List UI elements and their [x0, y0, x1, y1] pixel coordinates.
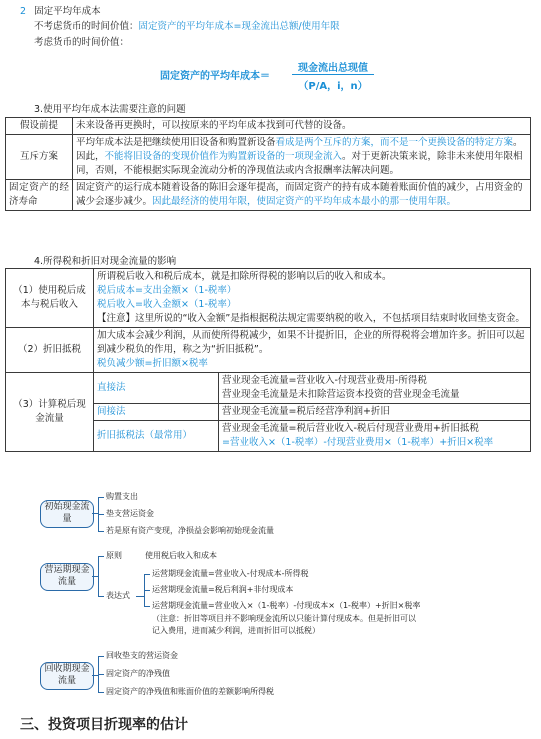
subsection-title — [20, 3, 101, 17]
connector — [144, 574, 150, 575]
no-time-value-label: 不考虑货币的时间价值： — [34, 21, 139, 32]
connector — [98, 656, 104, 657]
connector — [98, 556, 104, 557]
row-content — [94, 269, 531, 328]
expression-note: 记入费用，进而减少利润，进而折旧可以抵税） — [152, 626, 320, 635]
connector — [98, 596, 104, 597]
subsection-title-text: 固定平均年成本 — [34, 6, 101, 17]
connector — [98, 514, 104, 515]
content-highlight: 看成是两个互斥的方案，而不是一个更换设备的特定方案 — [275, 137, 514, 148]
connector — [98, 531, 104, 532]
mindmap-leaf: 固定资产的净残值 — [106, 669, 170, 678]
mindmap-leaf: 购置支出 — [106, 492, 138, 501]
subsection-number: 2 — [20, 6, 27, 17]
content-part: 固定资产的运行成本随着设备的陈旧会逐年提高，而固定资产的持有成本随着账面价值的减少，占用资金的减少会逐步减少。 — [76, 182, 523, 207]
connector — [144, 590, 150, 591]
row-label: 假设前提 — [6, 118, 73, 135]
mindmap-leaf: 回收垫支的营运资金 — [106, 651, 178, 660]
content-line: 税负减少额=折旧额×税率 — [97, 358, 208, 369]
formula-fraction-bar — [292, 74, 374, 75]
content-highlight: 因此最经济的使用年限，使固定资产的平均年成本最小的那一使用年限。 — [152, 196, 457, 207]
method-desc — [219, 373, 531, 404]
section3-title: 3.使用平均年成本法需要注意的问题 — [34, 104, 186, 115]
row-label: 固定资产的经济寿命 — [6, 180, 73, 211]
row-label: （2）折旧抵税 — [6, 328, 94, 373]
no-time-value-formula: 固定资产的平均年成本=现金流出总额/使用年限 — [138, 21, 340, 32]
table-row — [6, 118, 531, 135]
desc-line: 营业现金毛流量是未扣除营运资本投资的营业现金毛流量 — [222, 389, 460, 400]
method-name: 直接法 — [94, 373, 219, 404]
expression-item: 运营期现金流量=税后利润+非付现成本 — [152, 585, 294, 594]
expression-item: 运营期现金流量=营业收入×（1-税率）-付现成本×（1-税率）+折旧×税率 — [152, 601, 421, 610]
content-line: 加大成本会减少利润，从而使所得税减少，如果不计提折旧，企业的所得税将会增加许多。折旧可以起到减少税负的作用，称之为“折旧抵税”。 — [97, 330, 525, 355]
mindmap-box-operating: 营运期现金流量 — [40, 563, 94, 591]
desc-line: 营业现金毛流量=营业收入-付现营业费用-所得税 — [222, 375, 427, 386]
section4-title: 4.所得税和折旧对现金流量的影响 — [34, 256, 177, 267]
expression-note: （注意：折旧等项目并不影响现金流所以只能计算付现成本。但是折旧可以 — [152, 614, 416, 623]
principle-text: 使用税后收入和成本 — [145, 551, 217, 560]
content-line: 税后成本=支出金额×（1-税率） — [97, 285, 237, 296]
table-row — [6, 328, 531, 373]
content-line: 所谓税后收入和税后成本，就是扣除所得税的影响以后的收入和成本。 — [97, 271, 392, 282]
mindmap-leaf: 若是原有资产变现，净损益会影响初始现金流量 — [106, 526, 274, 535]
content-part: 。对于更新决策来说，除非未来使用年限相同，否则，不能根据实际现金流动分析的净现值法或内含报酬率法解决问题。 — [76, 151, 523, 176]
formula-denominator: （P/A，i，n） — [298, 81, 368, 92]
connector — [98, 497, 104, 498]
formula-numerator: 现金流出总现值 — [298, 63, 368, 74]
formula-left: 固定资产的平均年成本＝ — [160, 71, 270, 82]
no-time-value-line — [34, 18, 340, 32]
method-name: 间接法 — [94, 404, 219, 421]
desc-line: =营业收入×（1-税率）-付现营业费用×（1-税率）+折旧×税率 — [222, 437, 494, 448]
desc-line: 营业现金毛流量=税后经营净利润+折旧 — [222, 406, 390, 417]
row-content — [73, 135, 531, 180]
section3-table — [5, 117, 531, 211]
row-label: （1）使用税后成本与税后收入 — [6, 269, 94, 328]
content-line: 【注意】这里所说的“收入金额”是指根据税法规定需要纳税的收入，不包括项目结束时收回垫支资金。 — [97, 313, 525, 324]
content-part: 。因此， — [76, 137, 523, 162]
connector — [136, 596, 144, 597]
desc-line: 营业现金毛流量=税后营业收入-税后付现营业费用+折旧抵税 — [222, 423, 479, 434]
content-highlight: 不能将旧设备的变现价值作为购置新设备的一项现金流入 — [104, 151, 343, 162]
mindmap-leaf: 垫支营运资金 — [106, 509, 154, 518]
row-label: （3）计算税后现金流量 — [6, 373, 94, 452]
connector — [98, 556, 99, 596]
row-content — [94, 328, 531, 373]
table-row — [6, 135, 531, 180]
mindmap-box-initial: 初始现金流量 — [40, 500, 94, 528]
method-name: 折旧抵税法（最常用） — [94, 421, 219, 452]
expression-label: 表达式 — [106, 591, 130, 600]
content-line: 税后收入=收入金额×（1-税率） — [97, 299, 237, 310]
row-content — [73, 180, 531, 211]
method-desc — [219, 421, 531, 452]
time-value-label: 考虑货币的时间价值： — [34, 37, 130, 48]
mindmap-box-recovery: 回收期现金流量 — [40, 662, 94, 690]
expression-item: 运营期现金流量=营业收入-付现成本-所得税 — [152, 569, 309, 578]
method-desc — [219, 404, 531, 421]
section-heading: 三、投资项目折现率的估计 — [20, 717, 188, 733]
connector — [98, 692, 104, 693]
connector — [98, 674, 104, 675]
connector — [144, 606, 150, 607]
table-row — [6, 269, 531, 328]
row-content: 未来设备再更换时，可以按原来的平均年成本找到可代替的设备。 — [73, 118, 531, 135]
principle-label: 原则 — [106, 551, 122, 560]
table-row — [6, 373, 531, 404]
content-part: 平均年成本法是把继续使用旧设备和购置新设备 — [76, 137, 276, 148]
mindmap-leaf: 固定资产的净残值和账面价值的差额影响所得税 — [106, 687, 274, 696]
table-row — [6, 180, 531, 211]
row-label: 互斥方案 — [6, 135, 73, 180]
section4-table — [5, 268, 531, 452]
